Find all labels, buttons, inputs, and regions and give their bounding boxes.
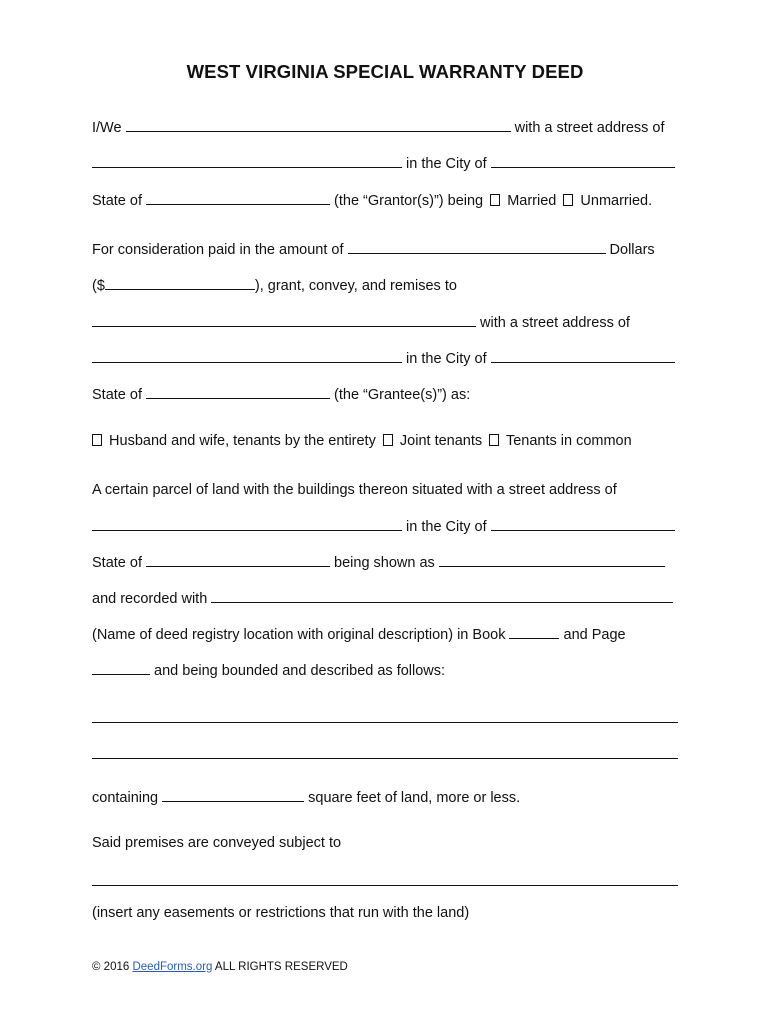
married-checkbox[interactable] <box>490 194 500 206</box>
grantor-state-label: State of <box>92 193 142 209</box>
grantor-street-label: with a street address of <box>514 120 665 136</box>
book-page-row <box>92 624 626 645</box>
grantor-state-row <box>92 190 652 211</box>
consideration-label: For consideration paid in the amount of <box>92 242 344 258</box>
recorded-row <box>92 588 673 609</box>
grantee-street-label: with a street address of <box>480 315 630 331</box>
grantee-street-field[interactable] <box>92 348 402 363</box>
book-field[interactable] <box>509 624 559 639</box>
parcel-intro: A certain parcel of land with the buildings thereon situated with a street address of <box>92 482 617 498</box>
grantor-state-field[interactable] <box>146 190 330 205</box>
footer <box>92 961 348 973</box>
rights-text: ALL RIGHTS RESERVED <box>214 961 348 973</box>
document-title: WEST VIRGINIA SPECIAL WARRANTY DEED <box>186 61 584 82</box>
parcel-address-row <box>92 516 675 537</box>
grantee-name-row <box>92 312 630 333</box>
bounded-row <box>92 660 445 681</box>
recorded-label: and recorded with <box>92 591 208 607</box>
grantee-city-label: in the City of <box>406 351 487 367</box>
grantee-name-field[interactable] <box>92 312 476 327</box>
husband-wife-checkbox[interactable] <box>92 434 102 446</box>
description-line-1[interactable] <box>92 722 678 723</box>
parcel-state-field[interactable] <box>146 552 330 567</box>
tenants-common-checkbox[interactable] <box>489 434 499 446</box>
grant-label: ), grant, convey, and remises to <box>254 278 457 294</box>
grantor-address-row <box>92 153 675 174</box>
joint-tenants-checkbox[interactable] <box>383 434 393 446</box>
grantee-state-label: State of <box>92 387 142 403</box>
registry-label: (Name of deed registry location with original description) in Book <box>92 627 506 643</box>
page-label: and Page <box>563 627 626 643</box>
bounded-label: and being bounded and described as follows: <box>154 663 446 679</box>
grantor-name-row <box>92 117 665 138</box>
grantee-city-field[interactable] <box>491 348 675 363</box>
area-row <box>92 787 520 808</box>
husband-wife-label: Husband and wife, tenants by the entirety <box>109 433 376 449</box>
grantor-role-label: (the “Grantor(s)”) being <box>334 193 484 209</box>
registry-field[interactable] <box>211 588 673 603</box>
shown-as-label: being shown as <box>334 555 435 571</box>
parcel-city-field[interactable] <box>491 516 675 531</box>
grantee-role-label: (the “Grantee(s)”) as: <box>334 387 471 403</box>
shown-as-field[interactable] <box>439 552 665 567</box>
grantor-street-field[interactable] <box>92 153 402 168</box>
tenants-common-label: Tenants in common <box>505 433 632 449</box>
square-feet-field[interactable] <box>162 787 304 802</box>
unmarried-label: Unmarried. <box>580 193 653 209</box>
copyright-text: © 2016 <box>92 961 130 973</box>
containing-label: containing <box>92 790 159 806</box>
consideration-row <box>92 239 655 260</box>
square-feet-label: square feet of land, more or less. <box>308 790 521 806</box>
grantee-state-field[interactable] <box>146 384 330 399</box>
description-line-2[interactable] <box>92 758 678 759</box>
grantor-name-field[interactable] <box>126 117 511 132</box>
consideration-amount-field[interactable] <box>105 275 255 290</box>
parcel-state-label: State of <box>92 555 142 571</box>
parcel-state-row <box>92 552 665 573</box>
consideration-amount-row <box>92 275 457 296</box>
grantor-city-label: in the City of <box>406 156 487 172</box>
dollars-label: Dollars <box>609 242 655 258</box>
iwe-label: I/We <box>92 120 122 136</box>
married-label: Married <box>507 193 557 209</box>
subject-label: Said premises are conveyed subject to <box>92 835 342 851</box>
easements-line[interactable] <box>92 885 678 886</box>
deedforms-link[interactable]: DeedForms.org <box>132 961 213 973</box>
grantor-city-field[interactable] <box>491 153 675 168</box>
page-field[interactable] <box>92 660 150 675</box>
dollar-open-label: ($ <box>92 278 105 294</box>
unmarried-checkbox[interactable] <box>563 194 573 206</box>
consideration-words-field[interactable] <box>348 239 606 254</box>
joint-tenants-label: Joint tenants <box>399 433 483 449</box>
easements-note: (insert any easements or restrictions that run with the land) <box>92 905 470 921</box>
parcel-street-field[interactable] <box>92 516 402 531</box>
grantee-state-row <box>92 384 470 405</box>
parcel-city-label: in the City of <box>406 519 487 535</box>
grantee-address-row <box>92 348 675 369</box>
tenancy-row <box>92 431 632 451</box>
